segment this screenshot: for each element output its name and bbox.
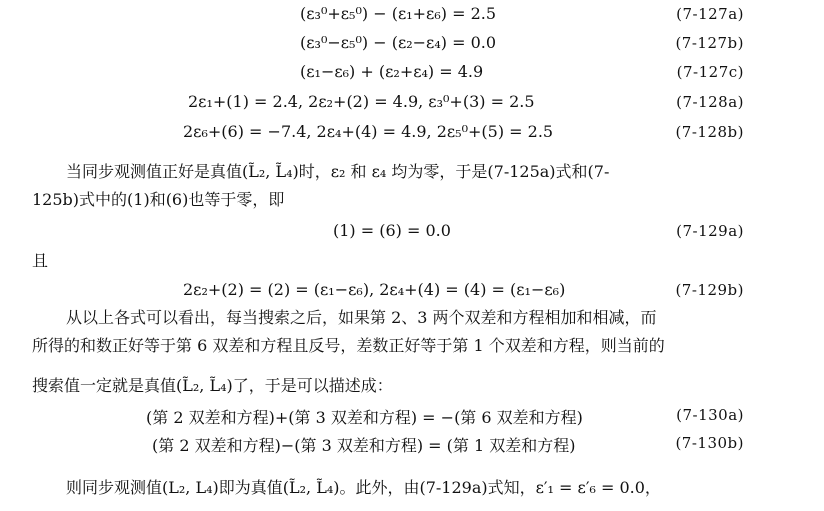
equation-tag-7-128b: (7-128b) [675,123,744,141]
paragraph-line: 125b)式中的(1)和(6)也等于零，即 [32,190,285,209]
paragraph-true-value-cont [32,186,762,214]
equation-7-128b: 2ε₆+(6) = −7.4, 2ε₄+(4) = 4.9, 2ε₅⁰+(5) = 2.5 [183,122,554,141]
paragraph-line: 从以上各式可以看出，每当搜索之后，如果第 2、3 两个双差和方程相加和相减，而 [66,308,657,327]
equation-7-129b: 2ε₂+(2) = (2) = (ε₁−ε₆), 2ε₄+(4) = (4) = (ε₁−ε₆) [183,280,566,299]
equation-7-130b: (第 2 双差和方程)−(第 3 双差和方程) = (第 1 双差和方程) [152,436,576,455]
equation-tag-7-127a: (7-127a) [676,5,744,23]
paragraph-search-cont [32,332,762,360]
paragraph-conclusion [32,474,762,502]
paragraph-line: 所得的和数正好等于第 6 双差和方程且反号，差数正好等于第 1 个双差和方程，则当前的 [32,336,665,355]
paragraph-and [32,247,762,275]
paragraph-line: 则同步观测值(L₂, L₄)即为真值(L̃₂, L̃₄)。此外，由(7-129a)式知，ε′₁ = ε′₆ = 0.0， [66,478,661,497]
equation-tag-7-130b: (7-130b) [675,434,744,452]
equation-tag-7-130a: (7-130a) [676,406,744,424]
paragraph-search [32,304,762,332]
equation-7-129a: (1) = (6) = 0.0 [333,221,451,240]
paragraph-line: 且 [32,251,49,270]
paragraph-line: 当同步观测值正好是真值(L̃₂, L̃₄)时，ε₂ 和 ε₄ 均为零，于是(7-125a)式和(7- [66,162,610,181]
equation-7-127a: (ε₃⁰+ε₅⁰) − (ε₁+ε₆) = 2.5 [300,4,497,23]
equation-tag-7-129a: (7-129a) [676,222,744,240]
equation-7-130a: (第 2 双差和方程)+(第 3 双差和方程) = −(第 6 双差和方程) [146,408,583,427]
equation-tag-7-127c: (7-127c) [676,63,744,81]
equation-7-127b: (ε₃⁰−ε₅⁰) − (ε₂−ε₄) = 0.0 [300,33,497,52]
equation-7-127c: (ε₁−ε₆) + (ε₂+ε₄) = 4.9 [300,62,484,81]
equation-tag-7-129b: (7-129b) [675,281,744,299]
equation-7-128a: 2ε₁+(1) = 2.4, 2ε₂+(2) = 4.9, ε₃⁰+(3) = 2.5 [188,92,535,111]
paragraph-line: 搜索值一定就是真值(L̃₂, L̃₄)了，于是可以描述成： [32,376,393,395]
paragraph-true-value [32,158,762,186]
equation-tag-7-128a: (7-128a) [676,93,744,111]
equation-tag-7-127b: (7-127b) [675,34,744,52]
paragraph-search-end [32,372,762,400]
